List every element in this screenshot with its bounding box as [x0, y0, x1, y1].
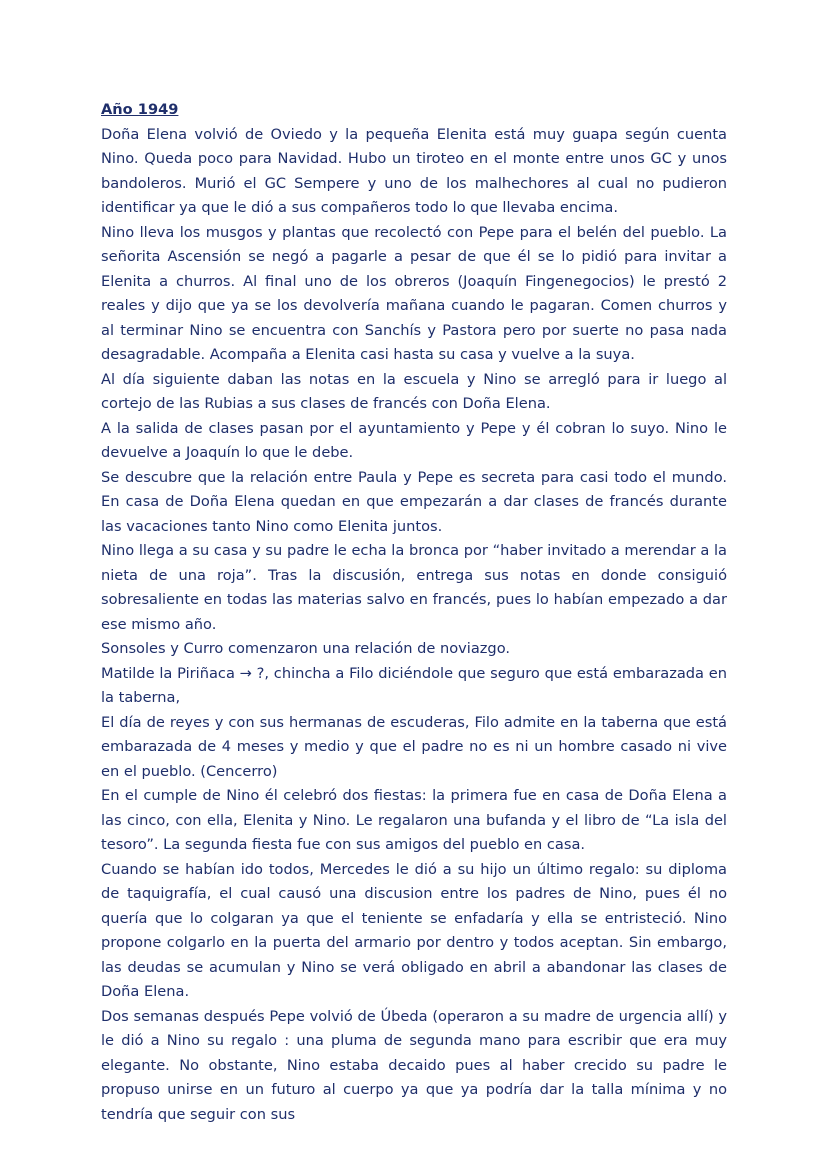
paragraph-2: Nino lleva los musgos y plantas que recolectó con Pepe para el belén del pueblo. La señorita Ascensión se negó a pagarle a pesar de que él se lo pidió para invitar a Elenita a churros. Al final uno de los obreros (Joaquín Fingenegocios) le prestó 2 reales y dijo que ya se los devolvería mañana cuando le pagaran. Comen churros y al terminar Nino se encuentra con Sanchís y Pastora pero por suerte no pasa nada desagradable. Acompaña a Elenita casi hasta su casa y vuelve a la suya.	[101, 223, 727, 363]
paragraph-1: Doña Elena volvió de Oviedo y la pequeña Elenita está muy guapa según cuenta Nino. Queda poco para Navidad. Hubo un tiroteo en el monte entre unos GC y unos bandoleros. Murió el GC Sempere y uno de los malhechores al cual no pudieron identificar ya que le dió a sus compañeros todo lo que llevaba encima.	[101, 125, 727, 216]
paragraph-5: Se descubre que la relación entre Paula y Pepe es secreta para casi todo el mundo. En casa de Doña Elena quedan en que empezarán a dar clases de francés durante las vacaciones tanto Nino como Elenita juntos.	[101, 468, 727, 535]
document-body	[101, 98, 727, 1127]
paragraph-10: En el cumple de Nino él celebró dos fiestas: la primera fue en casa de Doña Elena a las cinco, con ella, Elenita y Nino. Le regalaron una bufanda y el libro de “La isla del tesoro”. La segunda fiesta fue con sus amigos del pueblo en casa.	[101, 787, 727, 853]
paragraph-11: Cuando se habían ido todos, Mercedes le dió a su hijo un último regalo: su diploma de taquigrafía, el cual causó una discusion entre los padres de Nino, pues él no quería que lo colgaran ya que el teniente se enfadaría y ella se entristeció. Nino propone colgarlo en la puerta del armario por dentro y todos aceptan. Sin embargo, las deudas se acumulan y Nino se verá obligado en abril a abandonar las clases de Doña Elena.	[101, 860, 727, 1000]
paragraph-9: El día de reyes y con sus hermanas de escuderas, Filo admite en la taberna que está embarazada de 4 meses y medio y que el padre no es ni un hombre casado ni vive en el pueblo. (Cencerro)	[101, 713, 727, 780]
paragraph-6: Nino llega a su casa y su padre le echa la bronca por “haber invitado a merendar a la nieta de una roja”. Tras la discusión, entrega sus notas en donde consiguió sobresaliente en todas las materias salvo en francés, pues lo habían empezado a dar ese mismo año.	[101, 542, 727, 633]
paragraph-3: Al día siguiente daban las notas en la escuela y Nino se arregló para ir luego al cortejo de las Rubias a sus clases de francés con Doña Elena.	[101, 370, 727, 412]
paragraph-4: A la salida de clases pasan por el ayuntamiento y Pepe y él cobran lo suyo. Nino le devuelve a Joaquín lo que le debe.	[101, 419, 727, 461]
section-heading: Año 1949	[101, 101, 179, 118]
paragraph-7: Sonsoles y Curro comenzaron una relación de noviazgo.	[101, 640, 511, 657]
paragraph-8: Matilde la Piriñaca → ?, chincha a Filo diciéndole que seguro que está embarazada en la taberna,	[101, 664, 727, 706]
paragraph-12: Dos semanas después Pepe volvió de Úbeda (operaron a su madre de urgencia allí) y le dió a Nino su regalo : una pluma de segunda mano para escribir que era muy elegante. No obstante, Nino estaba decaido pues al haber crecido su padre le propuso unirse en un futuro al cuerpo ya que ya podría dar la talla mínima y no tendría que seguir con sus	[101, 1007, 727, 1123]
